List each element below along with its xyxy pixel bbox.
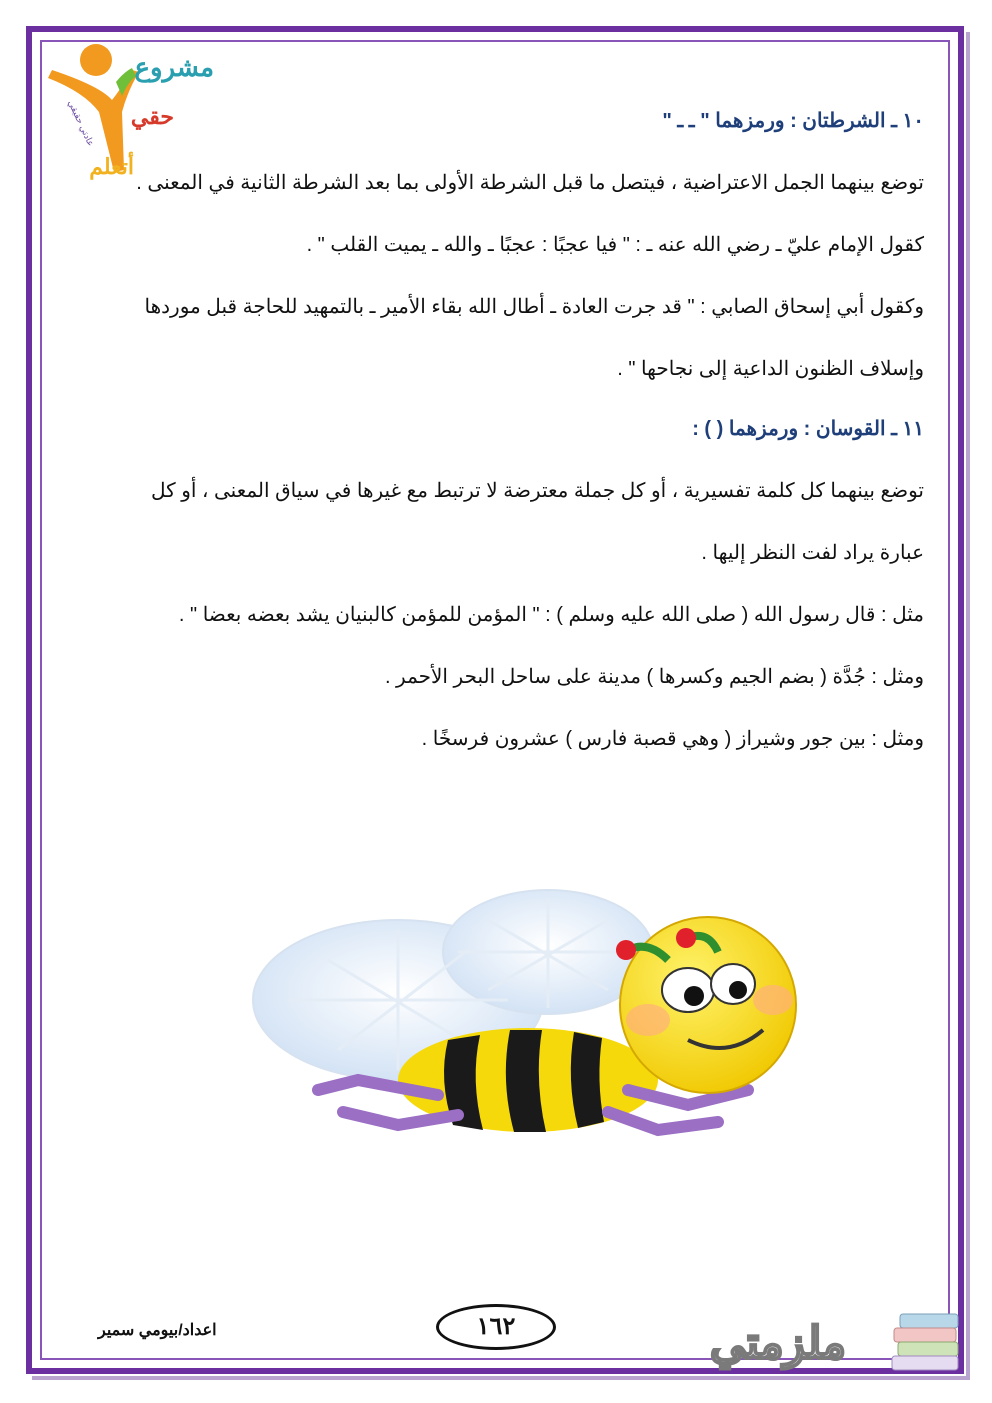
books-icon <box>892 1314 958 1370</box>
logo-line3: أتعلم <box>89 154 134 179</box>
paragraph-line-9: ومثل : بين جور وشيراز ( وهي قصبة فارس ) عشرون فرسخًا . <box>421 728 924 750</box>
paragraph-line-1: توضع بينهما الجمل الاعتراضية ، فيتصل ما قبل الشرطة الأولى بما بعد الشرطة الثانية في المعنى . <box>136 172 924 194</box>
section-heading-parentheses: ١١ ـ القوسان : ورمزهما ( ) : <box>692 418 924 440</box>
section-heading-dashes: ١٠ ـ الشرطتان : ورمزهما " ـ ـ " <box>662 110 924 132</box>
paragraph-line-7: مثل : قال رسول الله ( صلى الله عليه وسلم ) : " المؤمن للمؤمن كالبنيان يشد بعضه بعضا " . <box>178 604 924 626</box>
paragraph-line-2: كقول الإمام عليّ ـ رضي الله عنه ـ : " فيا عجبًا : عجبًا ـ والله ـ يميت القلب " . <box>306 234 924 256</box>
paragraph-line-3: وكقول أبي إسحاق الصابي : " قد جرت العادة ـ أطال الله بقاء الأمير ـ بالتمهيد للحاجة قبل موردها <box>144 296 924 318</box>
logo-side-text: عادتي حقيقي <box>66 98 97 148</box>
paragraph-line-4: وإسلاف الظنون الداعية إلى نجاحها " . <box>617 358 924 380</box>
page-number: ١٦٢ <box>436 1304 556 1350</box>
paragraph-line-5: توضع بينهما كل كلمة تفسيرية ، أو كل جملة معترضة لا ترتبط مع غيرها في سياق المعنى ، أو كل <box>151 480 924 502</box>
logo-line1: مشروع <box>134 52 214 82</box>
author-credit: اعداد/بيومي سمير <box>98 1322 217 1339</box>
bee-illustration <box>248 880 808 1150</box>
brand-logo <box>668 1300 968 1380</box>
logo-line2: حقي <box>130 104 174 129</box>
logo-head-icon <box>80 44 112 76</box>
paragraph-line-8: ومثل : جُدَّة ( بضم الجيم وكسرها ) مدينة على ساحل البحر الأحمر . <box>384 666 924 688</box>
brand-wordmark: ملزمتي <box>710 1319 846 1368</box>
paragraph-line-6: عبارة يراد لفت النظر إليها . <box>701 542 924 564</box>
